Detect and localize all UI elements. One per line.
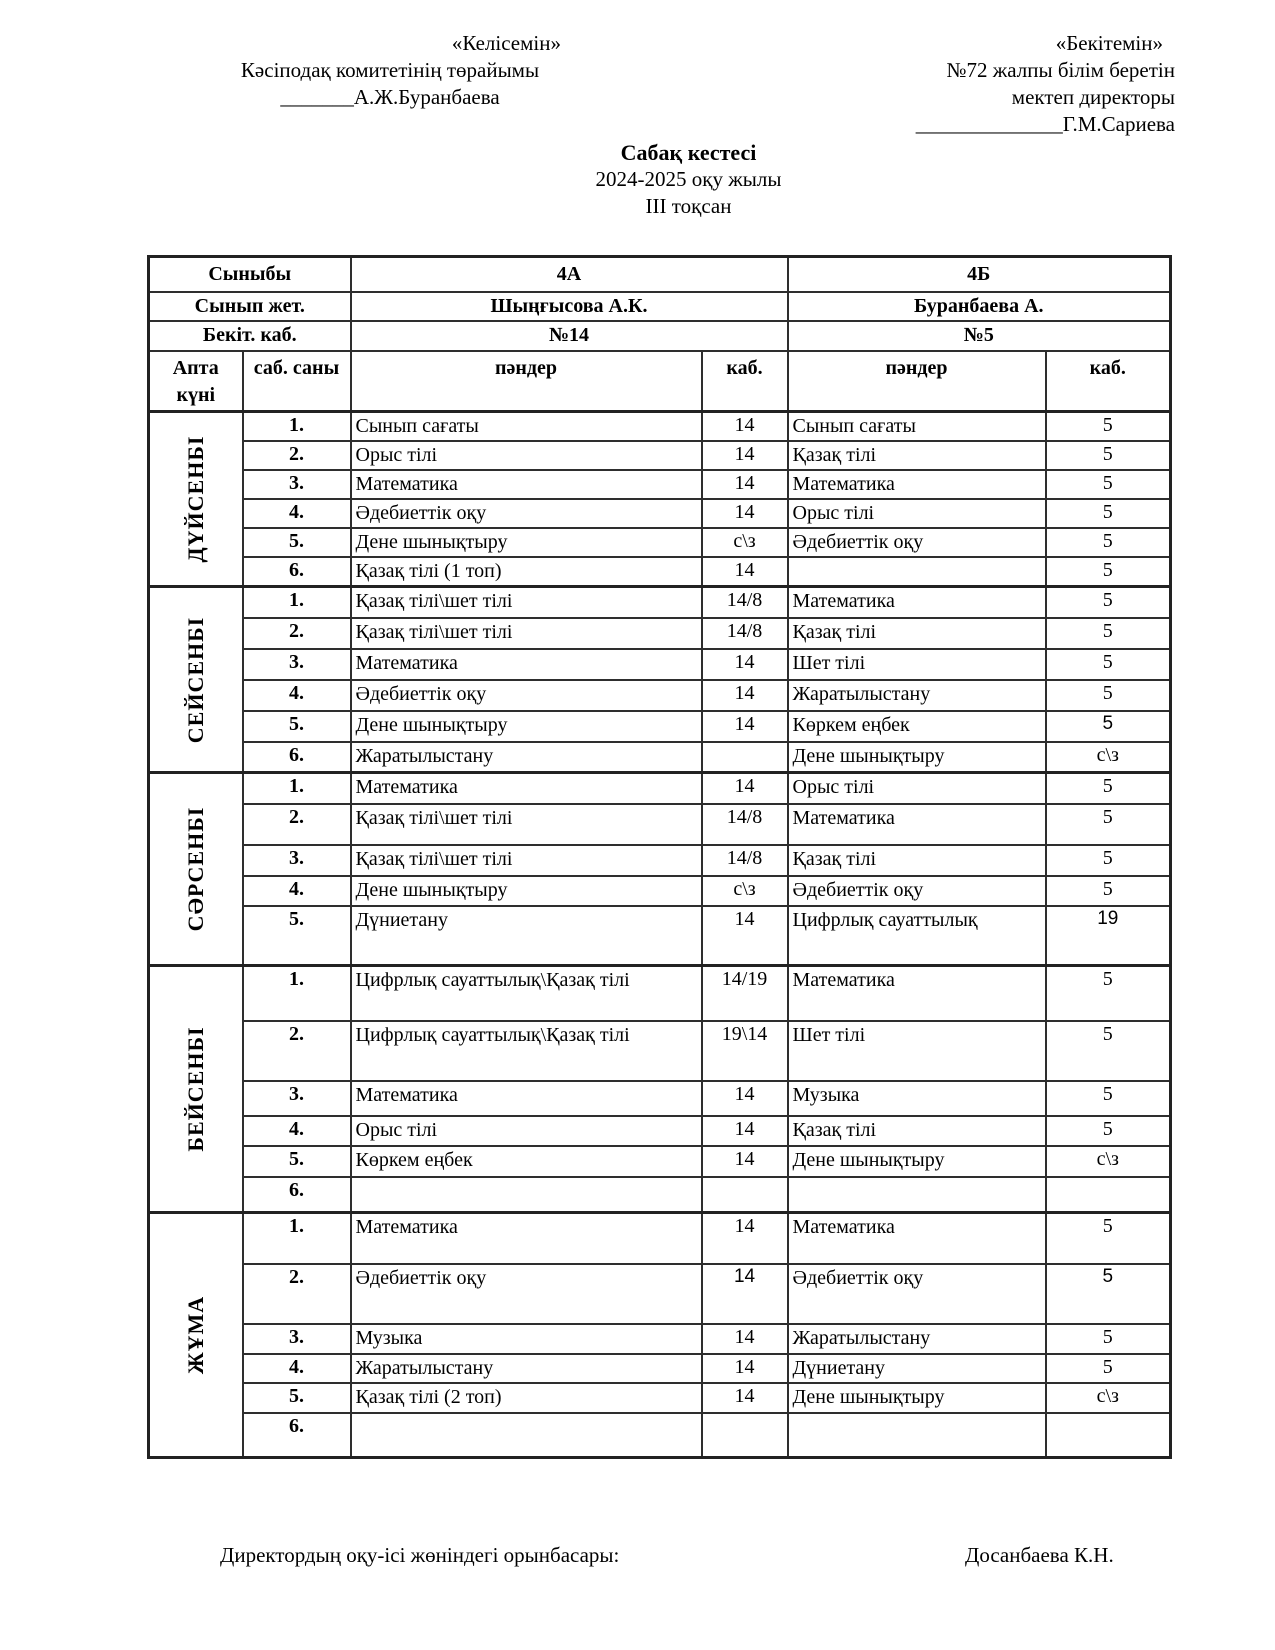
col-header-subjects-a: пәндер [351, 351, 702, 412]
room-cell-4b: 5 [1046, 587, 1171, 618]
subject-cell-4a [351, 1177, 702, 1213]
lesson-number-cell: 5. [243, 1146, 351, 1177]
room-cell-4b: 5 [1046, 1354, 1171, 1383]
deputy-director-name: Досанбаева К.Н. [965, 1543, 1114, 1567]
room-cell-4b: 5 [1046, 499, 1171, 528]
lesson-number-cell: 5. [243, 1383, 351, 1413]
day-label-text: СЕЙСЕНБІ [182, 616, 208, 743]
info-label: Бекіт. каб. [149, 321, 351, 351]
subject-cell-4b: Әдебиеттік оқу [788, 876, 1046, 906]
lesson-number-cell: 4. [243, 680, 351, 711]
class-b-name: 4Б [788, 257, 1171, 292]
room-cell-4b: 5 [1046, 804, 1171, 845]
subject-cell-4a: Дене шынықтыру [351, 711, 702, 742]
lesson-number-cell: 6. [243, 1177, 351, 1213]
subject-cell-4b [788, 1413, 1046, 1458]
subject-cell-4b: Математика [788, 470, 1046, 499]
subject-cell-4a: Дүниетану [351, 906, 702, 966]
room-cell-4a: 14 [702, 441, 788, 470]
room-cell-4a: 14 [702, 557, 788, 587]
day-label-text: ЖҰМА [182, 1295, 208, 1375]
room-cell-4a: 14 [702, 1213, 788, 1264]
lesson-number-cell: 3. [243, 845, 351, 876]
subject-cell-4a: Қазақ тілі\шет тілі [351, 845, 702, 876]
lesson-number-cell: 2. [243, 804, 351, 845]
subject-cell-4b: Қазақ тілі [788, 441, 1046, 470]
lesson-number-cell: 1. [243, 966, 351, 1021]
subject-cell-4a: Жаратылыстану [351, 742, 702, 773]
room-cell-4b: 5 [1046, 773, 1171, 804]
room-cell-4b: с\з [1046, 1383, 1171, 1413]
school-year: 2024-2025 оқу жылы [595, 167, 782, 191]
day-label-thursday [149, 966, 243, 1213]
subject-cell-4b: Орыс тілі [788, 499, 1046, 528]
room-cell-4b: 5 [1046, 618, 1171, 649]
room-cell-4a: 14 [702, 1116, 788, 1146]
room-cell-4a: 14/8 [702, 587, 788, 618]
room-cell-4a: 14/8 [702, 618, 788, 649]
room-cell-4a: 14 [702, 773, 788, 804]
deputy-director-label: Директордың оқу-ісі жөніндегі орынбасары: [220, 1543, 620, 1567]
lesson-number-cell: 1. [243, 773, 351, 804]
col-header-subjects-b: пәндер [788, 351, 1046, 412]
subject-cell-4a: Математика [351, 1081, 702, 1116]
subject-cell-4a: Дене шынықтыру [351, 528, 702, 557]
col-header-num: саб. саны [243, 351, 351, 412]
room-cell-4a [702, 742, 788, 773]
subject-cell-4b: Математика [788, 966, 1046, 1021]
room-cell-4b: 5 [1046, 1213, 1171, 1264]
room-cell-4b: 5 [1046, 528, 1171, 557]
room-cell-4a: 14 [702, 711, 788, 742]
term: ІІІ тоқсан [645, 194, 732, 218]
subject-cell-4a: Математика [351, 649, 702, 680]
room-cell-4a: 14 [702, 1264, 788, 1324]
room-cell-4a: 14/19 [702, 966, 788, 1021]
approval-signature: ______________Г.М.Сариева [915, 112, 1175, 136]
approval-block [853, 30, 1175, 138]
approval-school: №72 жалпы білім беретін [946, 58, 1175, 82]
room-cell-4a: 14 [702, 470, 788, 499]
room-cell-4a: 14 [702, 1146, 788, 1177]
lesson-number-cell: 1. [243, 412, 351, 442]
subject-cell-4b: Математика [788, 804, 1046, 845]
room-cell-4b [1046, 1413, 1171, 1458]
lesson-number-cell: 6. [243, 1413, 351, 1458]
day-label-text: БЕЙСЕНБІ [182, 1026, 208, 1152]
lesson-number-cell: 3. [243, 1324, 351, 1354]
room-cell-4b: 5 [1046, 876, 1171, 906]
lesson-number-cell: 4. [243, 499, 351, 528]
class-a-teacher: Шыңғысова А.К. [351, 292, 788, 321]
room-cell-4a: с\з [702, 528, 788, 557]
info-label: Сынып жет. [149, 292, 351, 321]
lesson-number-cell: 6. [243, 742, 351, 773]
subject-cell-4a: Қазақ тілі\шет тілі [351, 587, 702, 618]
room-cell-4b: 5 [1046, 412, 1171, 442]
subject-cell-4b: Қазақ тілі [788, 618, 1046, 649]
approval-role: мектеп директоры [1011, 85, 1175, 109]
room-cell-4a: 14/8 [702, 804, 788, 845]
day-label-text: ДҮЙСЕНБІ [182, 435, 208, 563]
subject-cell-4b: Әдебиеттік оқу [788, 1264, 1046, 1324]
room-cell-4b: 5 [1046, 680, 1171, 711]
room-cell-4b: 19 [1046, 906, 1171, 966]
col-header-room-b: каб. [1046, 351, 1171, 412]
schedule-table [147, 255, 1172, 1459]
col-header-day: Апта күні [149, 351, 243, 412]
subject-cell-4a: Көркем еңбек [351, 1146, 702, 1177]
room-cell-4a: 14 [702, 1383, 788, 1413]
room-cell-4b: с\з [1046, 1146, 1171, 1177]
subject-cell-4b: Қазақ тілі [788, 845, 1046, 876]
lesson-number-cell: 5. [243, 906, 351, 966]
subject-cell-4b: Қазақ тілі [788, 1116, 1046, 1146]
lesson-number-cell: 4. [243, 1354, 351, 1383]
lesson-number-cell: 4. [243, 876, 351, 906]
col-header-room-a: каб. [702, 351, 788, 412]
room-cell-4a [702, 1413, 788, 1458]
subject-cell-4a: Орыс тілі [351, 441, 702, 470]
subject-cell-4b [788, 1177, 1046, 1213]
room-cell-4b: 5 [1046, 1021, 1171, 1081]
subject-cell-4b: Математика [788, 1213, 1046, 1264]
subject-cell-4a: Орыс тілі [351, 1116, 702, 1146]
room-cell-4a: 14 [702, 1324, 788, 1354]
day-label-text: СӘРСЕНБІ [182, 806, 208, 932]
subject-cell-4a: Цифрлық сауаттылық\Қазақ тілі [351, 1021, 702, 1081]
subject-cell-4a: Қазақ тілі\шет тілі [351, 618, 702, 649]
lesson-number-cell: 1. [243, 1213, 351, 1264]
room-cell-4b: 5 [1046, 711, 1171, 742]
lesson-number-cell: 5. [243, 711, 351, 742]
subject-cell-4a: Сынып сағаты [351, 412, 702, 442]
lesson-number-cell: 1. [243, 587, 351, 618]
lesson-number-cell: 5. [243, 528, 351, 557]
subject-cell-4b: Шет тілі [788, 649, 1046, 680]
room-cell-4a: 14 [702, 1354, 788, 1383]
subject-cell-4a: Дене шынықтыру [351, 876, 702, 906]
subject-cell-4a: Математика [351, 1213, 702, 1264]
subject-cell-4a: Әдебиеттік оқу [351, 1264, 702, 1324]
subject-cell-4b: Музыка [788, 1081, 1046, 1116]
subject-cell-4b: Шет тілі [788, 1021, 1046, 1081]
agreement-signature: _______А.Ж.Буранбаева [280, 85, 500, 109]
subject-cell-4b: Математика [788, 587, 1046, 618]
class-b-room: №5 [788, 321, 1171, 351]
subject-cell-4a [351, 1413, 702, 1458]
lesson-number-cell: 6. [243, 557, 351, 587]
lesson-number-cell: 4. [243, 1116, 351, 1146]
subject-cell-4a: Әдебиеттік оқу [351, 680, 702, 711]
room-cell-4b: 5 [1046, 966, 1171, 1021]
subject-cell-4b [788, 557, 1046, 587]
class-b-teacher: Буранбаева А. [788, 292, 1171, 321]
agreement-role: Кәсіподақ комитетінің төрайымы [240, 58, 540, 82]
subject-cell-4a: Математика [351, 470, 702, 499]
subject-cell-4a: Қазақ тілі\шет тілі [351, 804, 702, 845]
day-label-tuesday [149, 587, 243, 773]
subject-cell-4a: Жаратылыстану [351, 1354, 702, 1383]
room-cell-4b: 5 [1046, 470, 1171, 499]
subject-cell-4a: Қазақ тілі (1 топ) [351, 557, 702, 587]
room-cell-4a: 14 [702, 680, 788, 711]
room-cell-4b: 5 [1046, 1116, 1171, 1146]
day-label-monday [149, 412, 243, 587]
room-cell-4a: 14/8 [702, 845, 788, 876]
room-cell-4a: 14 [702, 412, 788, 442]
room-cell-4a: 14 [702, 649, 788, 680]
day-label-friday [149, 1213, 243, 1458]
subject-cell-4b: Дене шынықтыру [788, 1146, 1046, 1177]
lesson-number-cell: 3. [243, 1081, 351, 1116]
subject-cell-4a: Қазақ тілі (2 топ) [351, 1383, 702, 1413]
room-cell-4b: 5 [1046, 845, 1171, 876]
class-a-room: №14 [351, 321, 788, 351]
subject-cell-4b: Әдебиеттік оқу [788, 528, 1046, 557]
page-title: Сабақ кестесі [620, 140, 757, 165]
lesson-number-cell: 2. [243, 1264, 351, 1324]
day-label-wednesday [149, 773, 243, 966]
lesson-number-cell: 2. [243, 441, 351, 470]
agreement-title: «Келісемін» [451, 31, 561, 55]
room-cell-4a: 14 [702, 906, 788, 966]
class-a-name: 4А [351, 257, 788, 292]
room-cell-4b: 5 [1046, 1324, 1171, 1354]
room-cell-4b: 5 [1046, 1264, 1171, 1324]
lesson-number-cell: 2. [243, 1021, 351, 1081]
info-label: Сыныбы [149, 257, 351, 292]
subject-cell-4b: Көркем еңбек [788, 711, 1046, 742]
subject-cell-4b: Дене шынықтыру [788, 742, 1046, 773]
subject-cell-4b: Жаратылыстану [788, 680, 1046, 711]
room-cell-4b: с\з [1046, 742, 1171, 773]
room-cell-4a: 14 [702, 1081, 788, 1116]
agreement-block [203, 30, 577, 111]
subject-cell-4b: Цифрлық сауаттылық [788, 906, 1046, 966]
room-cell-4b: 5 [1046, 649, 1171, 680]
subject-cell-4b: Сынып сағаты [788, 412, 1046, 442]
subject-cell-4b: Дүниетану [788, 1354, 1046, 1383]
lesson-number-cell: 3. [243, 470, 351, 499]
room-cell-4a [702, 1177, 788, 1213]
room-cell-4a: 19\14 [702, 1021, 788, 1081]
title-block [0, 139, 1275, 220]
subject-cell-4a: Музыка [351, 1324, 702, 1354]
subject-cell-4a: Цифрлық сауаттылық\Қазақ тілі [351, 966, 702, 1021]
subject-cell-4a: Әдебиеттік оқу [351, 499, 702, 528]
lesson-number-cell: 3. [243, 649, 351, 680]
room-cell-4b: 5 [1046, 1081, 1171, 1116]
approval-title: «Бекітемін» [1055, 31, 1163, 55]
room-cell-4a: с\з [702, 876, 788, 906]
subject-cell-4b: Дене шынықтыру [788, 1383, 1046, 1413]
room-cell-4a: 14 [702, 499, 788, 528]
room-cell-4b: 5 [1046, 441, 1171, 470]
subject-cell-4b: Жаратылыстану [788, 1324, 1046, 1354]
room-cell-4b: 5 [1046, 557, 1171, 587]
subject-cell-4a: Математика [351, 773, 702, 804]
room-cell-4b [1046, 1177, 1171, 1213]
lesson-number-cell: 2. [243, 618, 351, 649]
subject-cell-4b: Орыс тілі [788, 773, 1046, 804]
